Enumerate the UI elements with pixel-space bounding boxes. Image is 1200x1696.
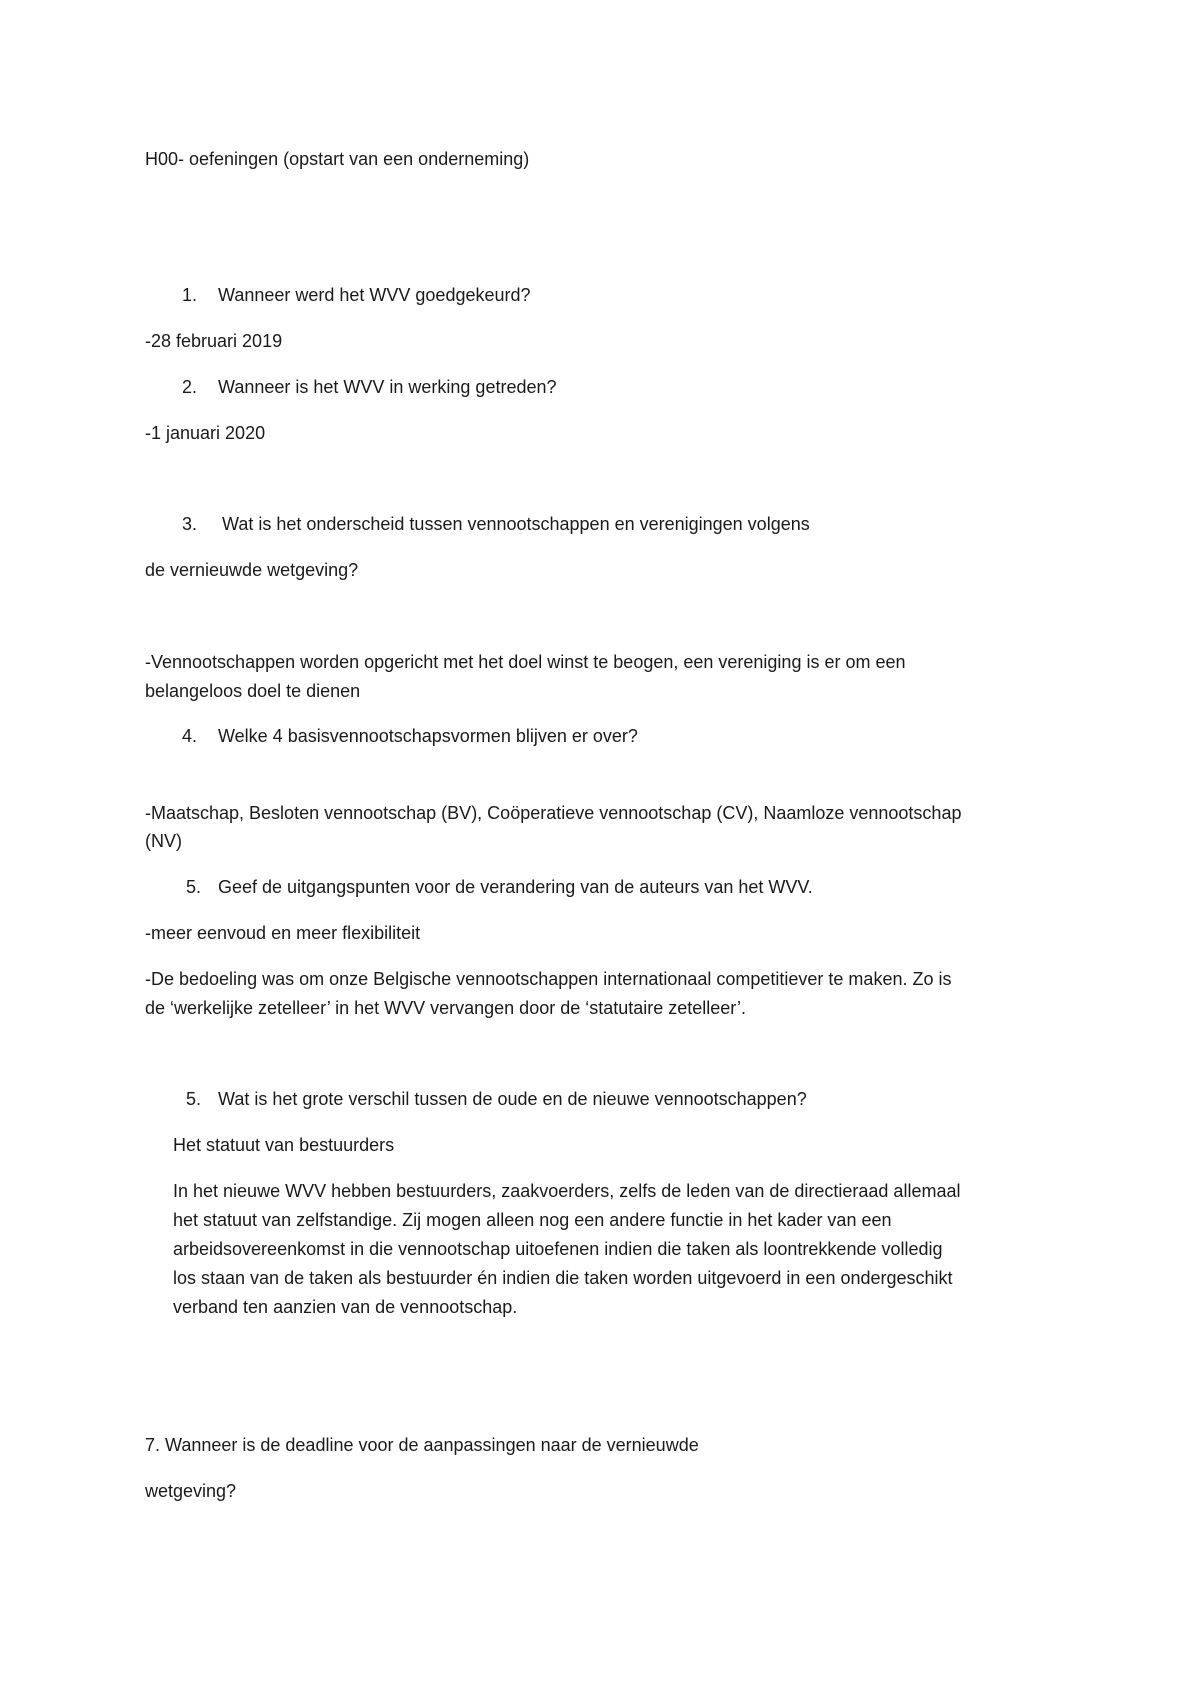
question-1-number: 1. <box>182 285 198 305</box>
answer-3-line-2: belangeloos doel te dienen <box>145 681 361 701</box>
question-2-text: Wanneer is het WVV in werking getreden? <box>218 377 557 397</box>
answer-6-line-5: verband ten aanzien van de vennootschap. <box>173 1297 518 1317</box>
answer-6-line-3: arbeidsovereenkomst in die vennootschap uitoefenen indien die taken als loontrekkende volledig <box>173 1239 943 1259</box>
question-6-text: Wat is het grote verschil tussen de oude en de nieuwe vennootschappen? <box>218 1089 807 1109</box>
question-2-number: 2. <box>182 377 198 397</box>
answer-6-line-2: het statuut van zelfstandige. Zij mogen alleen nog een andere functie in het kader van een <box>173 1210 892 1230</box>
question-1-text: Wanneer werd het WVV goedgekeurd? <box>218 285 531 305</box>
question-7-line-1: 7. Wanneer is de deadline voor de aanpassingen naar de vernieuwde <box>145 1435 699 1455</box>
answer-6-line-1: In het nieuwe WVV hebben bestuurders, zaakvoerders, zelfs de leden van de directieraad allemaal <box>173 1181 961 1201</box>
question-6-number: 5. <box>186 1089 202 1109</box>
question-5-text: Geef de uitgangspunten voor de verandering van de auteurs van het WVV. <box>218 877 813 897</box>
answer-2: -1 januari 2020 <box>145 423 266 443</box>
answer-3-line-1: -Vennootschappen worden opgericht met het doel winst te beogen, een vereniging is er om een <box>145 652 906 672</box>
answer-6-heading: Het statuut van bestuurders <box>173 1135 395 1155</box>
question-4-number: 4. <box>182 726 198 746</box>
answer-4-line-1: -Maatschap, Besloten vennootschap (BV), Coöperatieve vennootschap (CV), Naamloze vennootschap <box>145 803 962 823</box>
answer-5-line-2: -De bedoeling was om onze Belgische vennootschappen internationaal competitiever te maken. Zo is <box>145 969 952 989</box>
question-3-text-continued: de vernieuwde wetgeving? <box>145 560 359 580</box>
answer-5-line-1: -meer eenvoud en meer flexibiliteit <box>145 923 421 943</box>
answer-6-line-4: los staan van de taken als bestuurder én indien die taken worden uitgevoerd in een ondergeschikt <box>173 1268 953 1288</box>
answer-5-line-3: de ‘werkelijke zetelleer’ in het WVV vervangen door de ‘statutaire zetelleer’. <box>145 998 746 1018</box>
question-4-text: Welke 4 basisvennootschapsvormen blijven er over? <box>218 726 638 746</box>
question-7-line-2: wetgeving? <box>145 1481 237 1501</box>
document-title: H00- oefeningen (opstart van een onderneming) <box>145 149 530 169</box>
answer-4-line-2: (NV) <box>145 831 182 851</box>
answer-1: -28 februari 2019 <box>145 331 283 351</box>
question-3-number: 3. <box>182 514 198 534</box>
question-3-text: Wat is het onderscheid tussen vennootschappen en verenigingen volgens <box>222 514 810 534</box>
question-5-number: 5. <box>186 877 202 897</box>
